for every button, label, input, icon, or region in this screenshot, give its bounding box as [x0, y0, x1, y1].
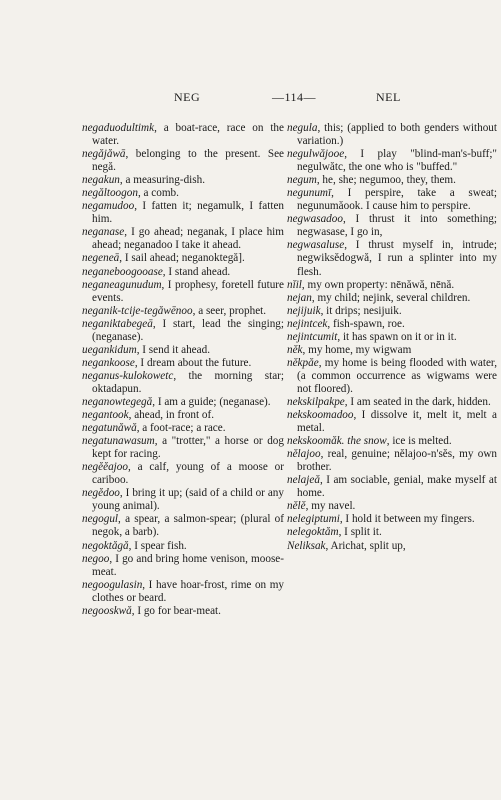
headword: negulwăjooe [287, 148, 345, 161]
headword: negaduodultimk [82, 122, 155, 134]
headword: negĕdoo [82, 487, 120, 500]
headword: negĕĕajoo [82, 461, 128, 474]
dictionary-entry: negum, he, she; negumoo, they, them. [287, 174, 456, 187]
headword: negogul [82, 513, 119, 526]
page-header [82, 90, 482, 106]
headword: negoo [82, 552, 110, 565]
headword: nekskoomadoo [287, 409, 354, 422]
dictionary-entry: nĕkpăe, my home is being flooded with water, (a common occurrence as wigwams were not floored). [287, 356, 497, 395]
dictionary-entry: negoo, I go and bring home venison, moose-meat. [82, 552, 284, 578]
dictionary-entry: negwasaluse, I thrust myself in, intrude; negwiksĕdogwă, I run a splinter into my flesh. [287, 239, 497, 278]
dictionary-entry: negaduodultimk, a boat-race, race on the water. [82, 122, 284, 148]
dictionary-entry: neganiktabegeā, I start, lead the singing; (neganase). [82, 317, 284, 343]
left-column [82, 122, 284, 618]
headword: negatunăwă [82, 422, 137, 435]
headword: negankoose [82, 356, 135, 369]
dictionary-entry: neganase, I go ahead; neganak, I place him ahead; neganadoo I take it ahead. [82, 226, 284, 252]
dictionary-entry: negoogulasin, I have hoar-frost, rime on my clothes or beard. [82, 578, 284, 604]
dictionary-entry: neganeboogooase, I stand ahead. [82, 265, 231, 278]
dictionary-entry: uegankidum, I send it ahead. [82, 343, 211, 356]
dictionary-entry: negoktăgă, I spear fish. [82, 539, 187, 552]
dictionary-entry: neganus-kulokowetc, the morning star; oktadapun. [82, 369, 284, 395]
dictionary-entry: negwasadoo, I thrust it into something; negwasase, I go in, [287, 213, 497, 239]
headword: neganik-tcije-tegăwēnoo [82, 304, 193, 317]
header-left-guideword: NEG [174, 90, 201, 104]
dictionary-entry: nĕk, my home, my wigwam [287, 343, 412, 356]
dictionary-entry: negeneā, I sail ahead; neganoktegă]. [82, 252, 245, 265]
dictionary-entry: negăjăwā, belonging to the present. See negă. [82, 148, 284, 174]
headword: nĕk [287, 343, 303, 356]
dictionary-entry: negula, this; (applied to both genders without variation.) [287, 122, 497, 148]
headword: negum [287, 174, 317, 187]
right-column [287, 122, 497, 553]
headword: nejintcek [287, 317, 328, 330]
dictionary-entry: neganik-tcije-tegăwēnoo, a seer, prophet. [82, 304, 267, 317]
headword: negăjăwā [82, 148, 126, 161]
dictionary-entry: negĕĕajoo, a calf, young of a moose or cariboo. [82, 461, 284, 487]
headword: nĕkpăe [287, 356, 319, 369]
header-right-guideword: NEL [376, 90, 401, 104]
headword: neganus-kulokowetc [82, 369, 174, 382]
dictionary-entry: negooskwă, I go for bear-meat. [82, 604, 221, 617]
headword: negăltoogon [82, 187, 138, 200]
headword: negwasaluse [287, 239, 345, 252]
headword: negoogulasin [82, 578, 143, 591]
headword: Neliksak [287, 539, 326, 552]
headword: negooskwă [82, 604, 132, 617]
headword: neganeboogooase [82, 265, 163, 278]
dictionary-entry: neganeagunudum, I prophesy, foretell future events. [82, 278, 284, 304]
headword: nelajeă [287, 474, 320, 487]
dictionary-entry: negantook, ahead, in front of. [82, 409, 215, 422]
page-number: —114— [272, 90, 317, 104]
headword: negula [287, 122, 318, 134]
dictionary-entry: Neliksak, Arichat, split up, [287, 539, 406, 552]
headword: uegankidum [82, 343, 137, 356]
headword: nĕlĕ [287, 500, 306, 513]
headword: nelegoktăm [287, 526, 339, 539]
headword: neganiktabegeā [82, 317, 153, 330]
headword: nejan [287, 291, 312, 304]
headword: neganase [82, 226, 125, 239]
headword: neganowtegegă [82, 395, 153, 408]
headword: nekskoomăk. the snow [287, 435, 387, 448]
dictionary-entry: nĕlajoo, real, genuine; nĕlajoo-n'sĕs, my own brother. [287, 448, 497, 474]
headword: negoktăgă [82, 539, 129, 552]
dictionary-entry: nejijuik, it drips; nesijuik. [287, 304, 402, 317]
headword: negwasadoo [287, 213, 343, 226]
headword: nekskilpakpe [287, 395, 345, 408]
headword: negeneā [82, 252, 120, 265]
dictionary-entry: negamudoo, I fatten it; negamulk, I fatten him. [82, 200, 284, 226]
headword: negunumī [287, 187, 332, 200]
headword: negamudoo [82, 200, 135, 213]
dictionary-entry: nĭil, my own property: nēnăwă, nēnă. [287, 278, 455, 291]
dictionary-entry: nejan, my child; nejink, several children. [287, 291, 471, 304]
dictionary-entry: negunumī, I perspire, take a sweat; negunumăook. I cause him to perspire. [287, 187, 497, 213]
dictionary-entry: negogul, a spear, a salmon-spear; (plural of negok, a barb). [82, 513, 284, 539]
headword: nĭil [287, 278, 302, 291]
headword: negakun [82, 174, 120, 187]
dictionary-entry: nekskilpakpe, I am seated in the dark, hidden. [287, 395, 491, 408]
headword: neganeagunudum [82, 278, 162, 291]
headword: nelegiptumi [287, 513, 340, 526]
dictionary-entry: negankoose, I dream about the future. [82, 356, 252, 369]
dictionary-entry: negatunawasum, a "trotter," a horse or dog kept for racing. [82, 435, 284, 461]
dictionary-entry: negulwăjooe, I play "blind-man's-buff;" negulwătc, the one who is "buffed." [287, 148, 497, 174]
dictionary-entry: neganowtegegă, I am a guide; (neganase). [82, 395, 271, 408]
headword: nĕlajoo [287, 448, 321, 461]
dictionary-entry: nekskoomăk. the snow, ice is melted. [287, 435, 452, 448]
headword: negantook [82, 409, 129, 422]
dictionary-entry: negĕdoo, I bring it up; (said of a child or any young animal). [82, 487, 284, 513]
dictionary-entry: nekskoomadoo, I dissolve it, melt it, melt a metal. [287, 409, 497, 435]
dictionary-entry: nĕlĕ, my navel. [287, 500, 356, 513]
dictionary-entry: nejintcumit, it has spawn on it or in it. [287, 330, 457, 343]
dictionary-entry: nelegoktăm, I split it. [287, 526, 382, 539]
headword: negatunawasum [82, 435, 155, 448]
dictionary-entry: nejintcek, fish-spawn, roe. [287, 317, 405, 330]
dictionary-entry: nelajeă, I am sociable, genial, make myself at home. [287, 474, 497, 500]
headword: nejintcumit [287, 330, 338, 343]
dictionary-entry: negatunăwă, a foot-race; a race. [82, 422, 226, 435]
dictionary-entry: nelegiptumi, I hold it between my fingers. [287, 513, 475, 526]
dictionary-entry: negăltoogon, a comb. [82, 187, 179, 200]
headword: nejijuik [287, 304, 321, 317]
dictionary-entry: negakun, a measuring-dish. [82, 174, 206, 187]
